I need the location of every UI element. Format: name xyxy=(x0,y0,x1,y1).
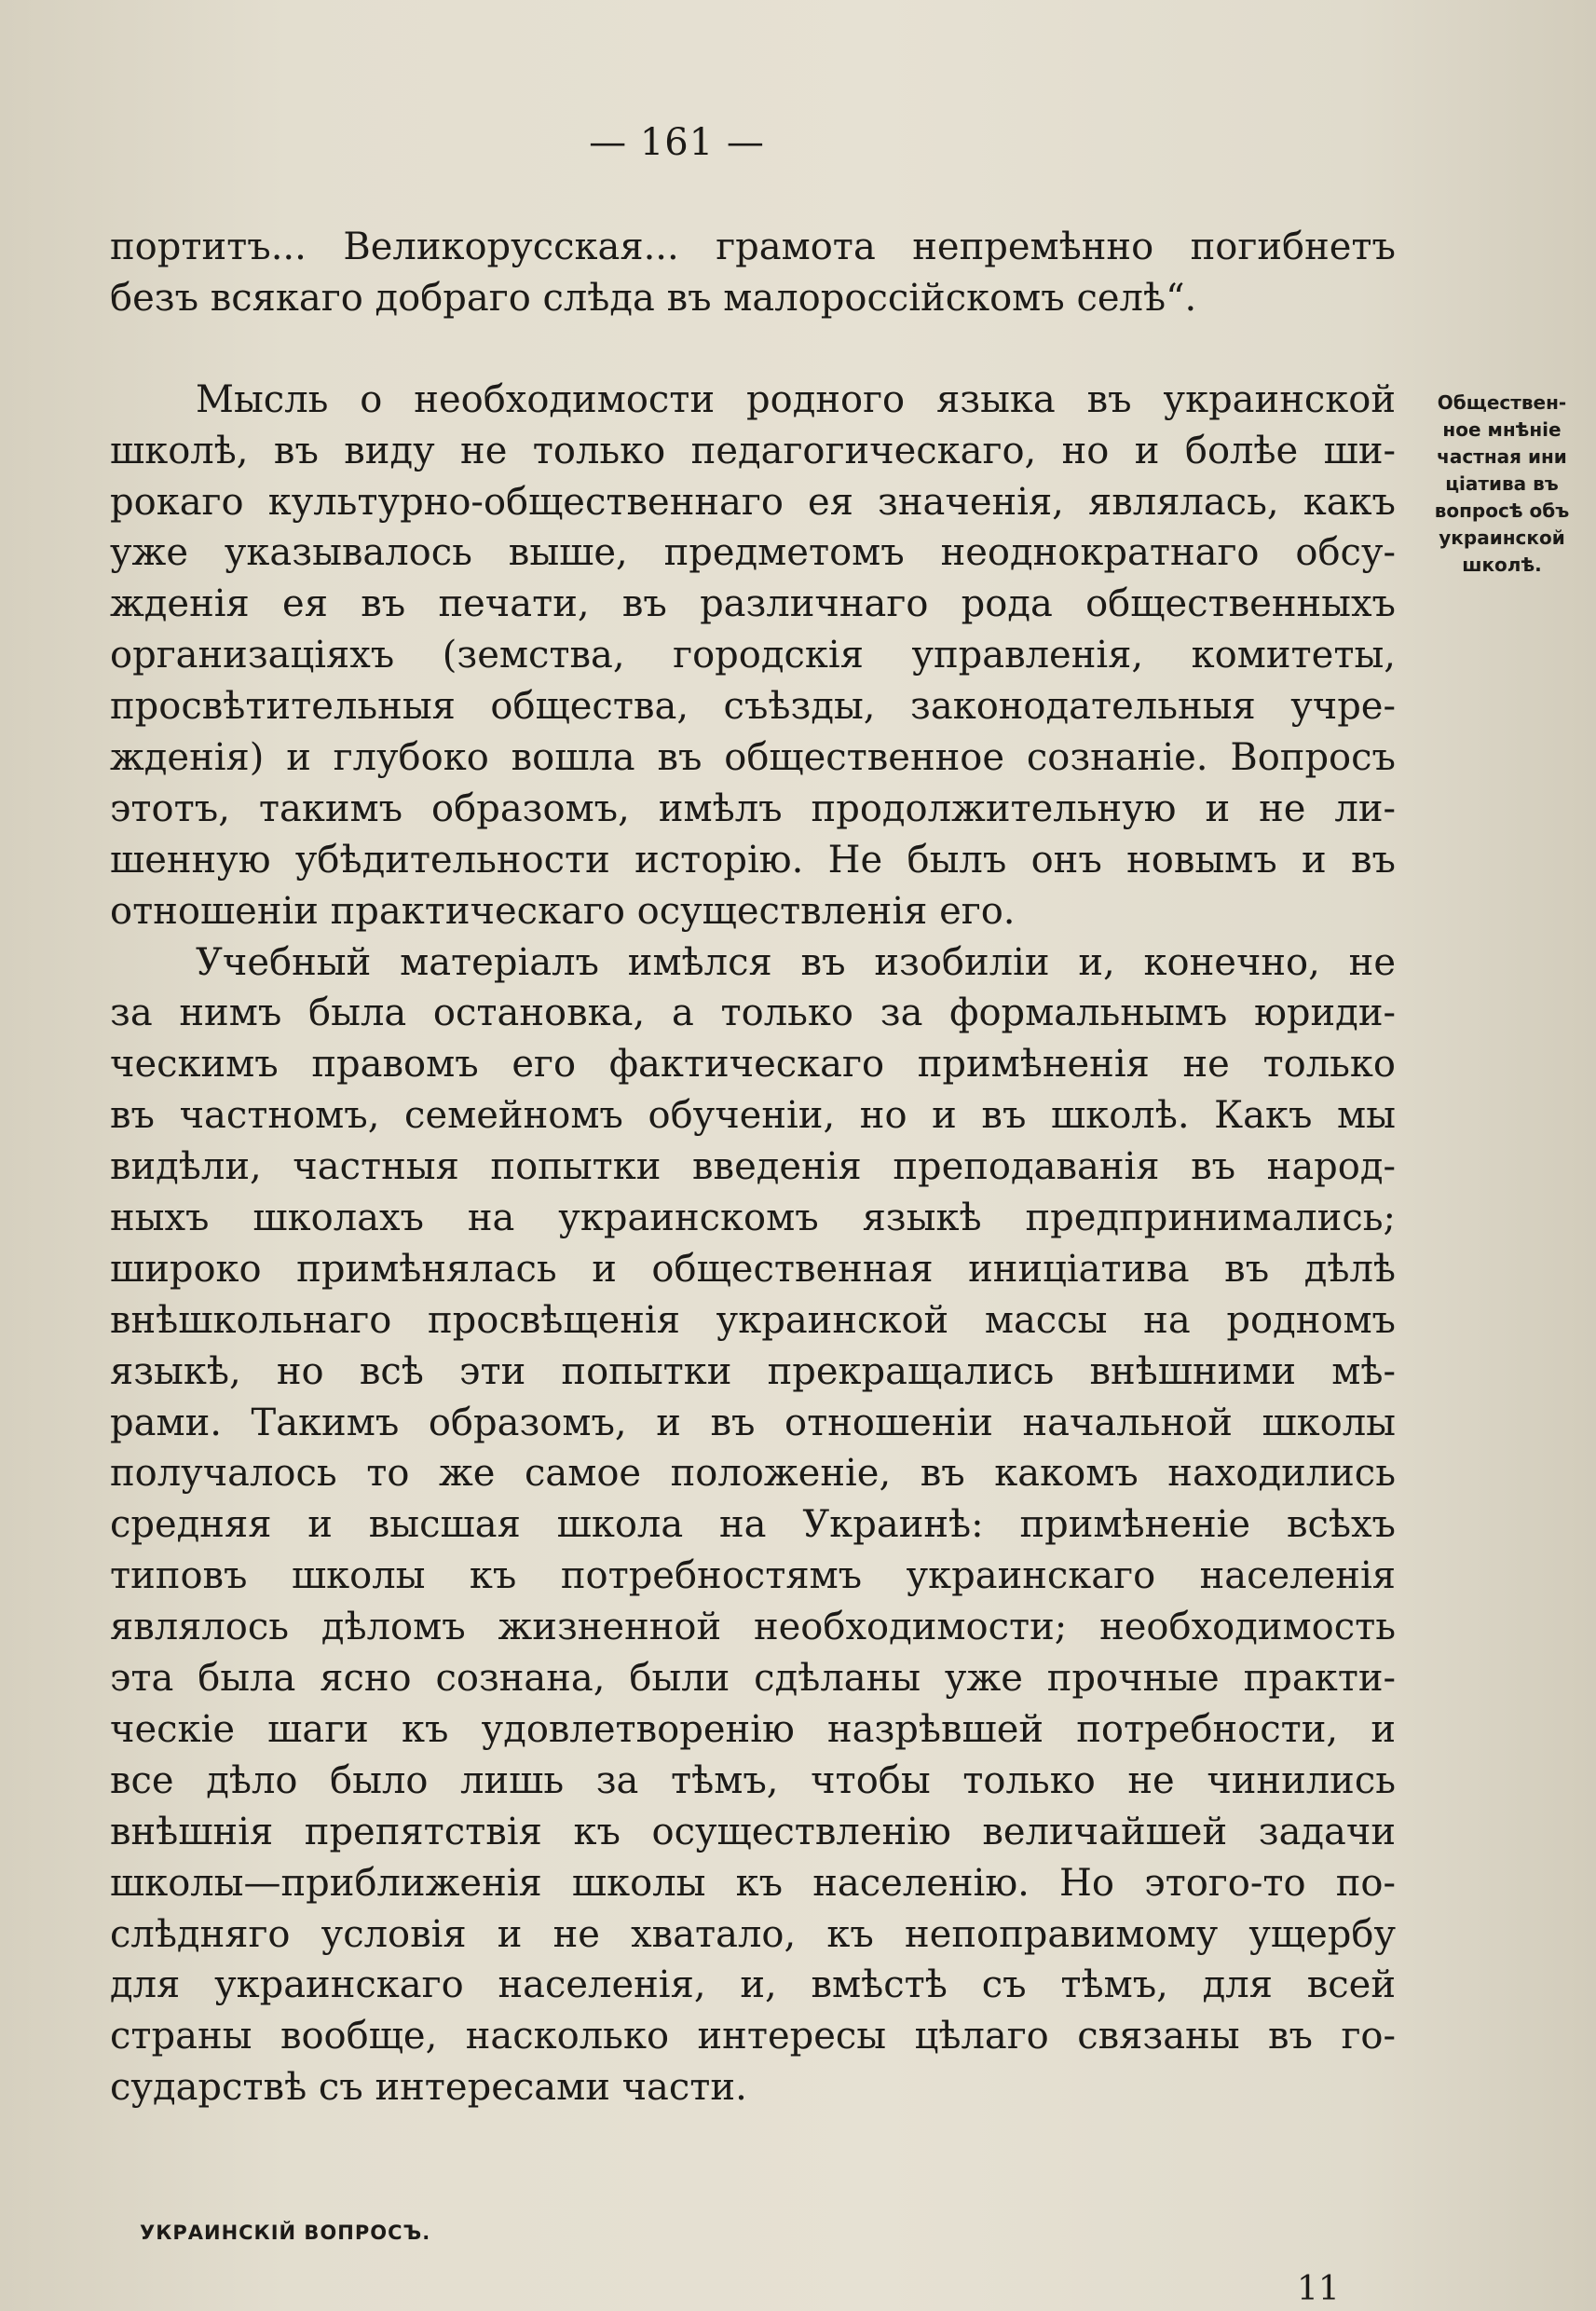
text-line: ныхъ школахъ на украинскомъ языкѣ предпринимались; xyxy=(110,1197,1396,1240)
text-line: ческимъ правомъ его фактическаго примѣненія не только xyxy=(110,1043,1396,1087)
text-line: все дѣло было лишь за тѣмъ, чтобы только не чинились xyxy=(110,1758,1396,1802)
text-line: внѣшнія препятствія къ осуществленію величайшей задачи xyxy=(110,1810,1396,1853)
text-line: портитъ... Великорусская... грамота непремѣнно погибнетъ xyxy=(110,226,1396,268)
text-line: для украинскаго населенія, и, вмѣстѣ съ тѣмъ, для всей xyxy=(110,1963,1396,2007)
text-line: шенную убѣдительности исторію. Не былъ онъ новымъ и въ xyxy=(110,838,1396,882)
text-line: жденія) и глубоко вошла въ общественное сознаніе. Вопросъ xyxy=(110,736,1396,780)
text-line: просвѣтительныя общества, съѣзды, законодательныя учре- xyxy=(110,685,1396,729)
text-line: школы—приближенія школы къ населенію. Но этого-то по- xyxy=(110,1861,1396,1905)
page-number: — 161 — xyxy=(589,121,765,164)
text-line: уже указывалось выше, предметомъ неоднократнаго обсу- xyxy=(110,531,1396,575)
text-line: Учебный матеріалъ имѣлся въ изобиліи и, конечно, не xyxy=(196,940,1396,984)
text-line: получалось то же самое положеніе, въ какомъ находились xyxy=(110,1452,1396,1496)
margin-note-line: ціатива въ xyxy=(1445,472,1559,495)
text-line: типовъ школы къ потребностямъ украинскаго населенія xyxy=(110,1554,1396,1598)
text-line: безъ всякаго добраго слѣда въ малороссійскомъ селѣ“. xyxy=(110,276,1197,320)
text-line: слѣдняго условія и не хватало, къ непоправимому ущербу xyxy=(110,1912,1396,1956)
text-line: ческіе шаги къ удовлетворенію назрѣвшей потребности, и xyxy=(110,1707,1396,1751)
text-line: средняя и высшая школа на Украинѣ: примѣненіе всѣхъ xyxy=(110,1503,1396,1547)
body-text xyxy=(110,222,1396,2113)
text-line: эта была ясно сознана, были сдѣланы уже прочные практи- xyxy=(110,1657,1396,1701)
paragraph-gap xyxy=(110,324,1396,375)
text-line: школѣ, въ виду не только педагогическаго, но и болѣе ши- xyxy=(110,429,1396,472)
margin-note xyxy=(1412,390,1591,579)
signature-number: 11 xyxy=(1297,2270,1340,2308)
margin-note-line: вопросѣ объ xyxy=(1434,499,1570,522)
text-line: языкѣ, но всѣ эти попытки прекращались внѣшними мѣ- xyxy=(110,1349,1396,1393)
text-line: въ частномъ, семейномъ обученіи, но и въ школѣ. Какъ мы xyxy=(110,1094,1396,1138)
text-line: внѣшкольнаго просвѣщенія украинской массы на родномъ xyxy=(110,1298,1396,1342)
text-line: сударствѣ съ интересами части. xyxy=(110,2066,747,2110)
margin-note-line: школѣ. xyxy=(1462,554,1542,576)
continuation-paragraph xyxy=(110,222,1396,324)
book-title-footer: УКРАИНСКІЙ ВОПРОСЪ. xyxy=(140,2222,431,2244)
text-line: видѣли, частныя попытки введенія преподаванія въ народ- xyxy=(110,1145,1396,1189)
text-line: рами. Такимъ образомъ, и въ отношеніи начальной школы xyxy=(110,1401,1396,1444)
text-line: этотъ, такимъ образомъ, имѣлъ продолжительную и не ли- xyxy=(110,786,1396,830)
paragraph-2 xyxy=(110,937,1396,2113)
margin-note-line: ное мнѣніе xyxy=(1442,418,1562,441)
text-line: отношеніи практическаго осуществленія его. xyxy=(110,889,1016,933)
text-line: широко примѣнялась и общественная иниціатива въ дѣлѣ xyxy=(110,1247,1396,1291)
text-line: являлось дѣломъ жизненной необходимости; необходимость xyxy=(110,1606,1396,1649)
text-line: Мысль о необходимости родного языка въ украинской xyxy=(196,377,1396,421)
text-line: за нимъ была остановка, а только за формальнымъ юриди- xyxy=(110,991,1396,1035)
margin-note-line: украинской xyxy=(1439,526,1565,549)
margin-note-line: Обществен- xyxy=(1437,391,1567,414)
text-line: страны вообще, насколько интересы цѣлаго связаны въ го- xyxy=(110,2015,1396,2058)
text-line: жденія ея въ печати, въ различнаго рода общественныхъ xyxy=(110,582,1396,626)
paragraph-1 xyxy=(110,375,1396,937)
margin-note-line: частная ини xyxy=(1437,445,1567,468)
text-line: организаціяхъ (земства, городскія управленія, комитеты, xyxy=(110,634,1396,677)
text-line: рокаго культурно-общественнаго ея значенія, являлась, какъ xyxy=(110,480,1396,524)
